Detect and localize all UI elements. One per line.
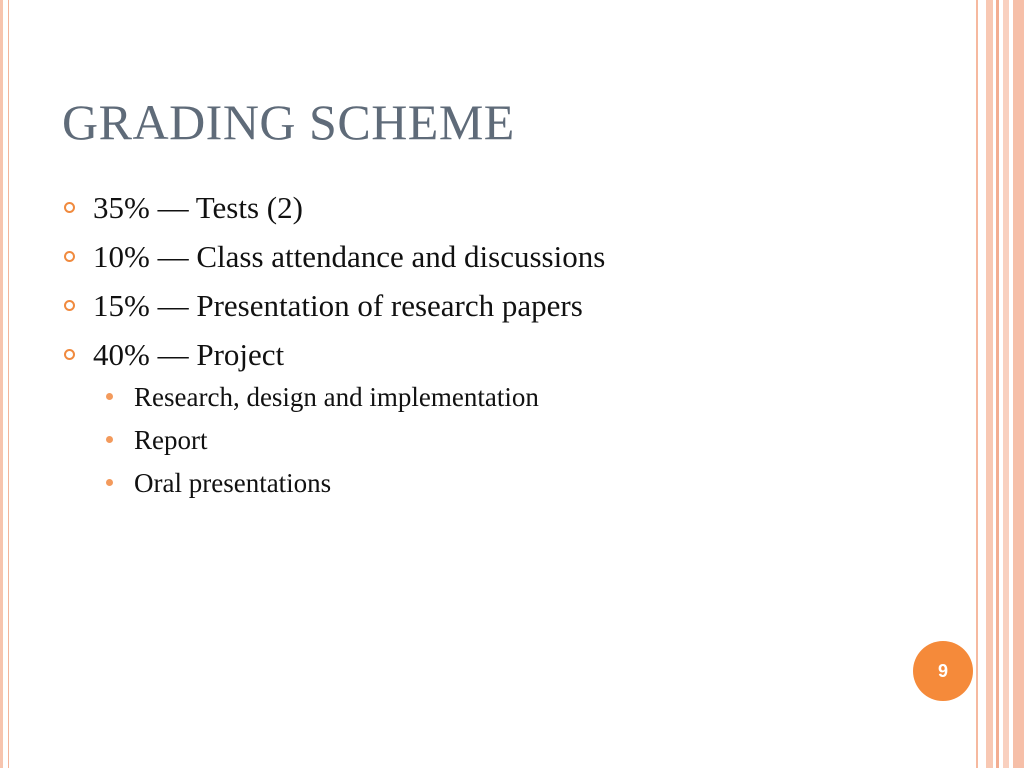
bullet-percent: 35% [93,190,150,225]
bullet-list [62,186,942,511]
bullet-dash: — [157,239,189,274]
bullet-dash: — [157,190,189,225]
page-number-badge: 9 [913,641,973,701]
sub-bullet-item-oral [62,468,942,511]
bullet-item-tests [62,186,942,235]
sub-bullet-item-report [62,425,942,468]
sub-bullet-text: Report [134,425,208,455]
bullet-text: Project [196,337,285,372]
dot-bullet-icon [106,479,113,486]
ring-bullet-icon [64,349,75,360]
right-border-stripe [986,0,993,768]
bullet-item-presentation [62,284,942,333]
right-border-stripe [1013,0,1024,768]
left-border-line [8,0,9,768]
slide-title: GRADING SCHEME [62,94,515,150]
dot-bullet-icon [106,393,113,400]
bullet-item-project [62,333,942,382]
bullet-text: Tests (2) [195,190,303,225]
bullet-text: Class attendance and discussions [196,239,606,274]
bullet-percent: 40% [93,337,150,372]
bullet-item-attendance [62,235,942,284]
left-border-decoration [0,0,3,768]
sub-bullet-text: Oral presentations [134,468,332,498]
bullet-dash: — [157,288,189,323]
sub-bullet-text: Research, design and implementation [134,382,539,412]
bullet-percent: 10% [93,239,150,274]
right-border-stripe [1003,0,1009,768]
ring-bullet-icon [64,202,75,213]
right-border-stripe [976,0,978,768]
bullet-dash: — [157,337,189,372]
sub-bullet-item-research [62,382,942,425]
ring-bullet-icon [64,300,75,311]
right-border-stripe [996,0,999,768]
ring-bullet-icon [64,251,75,262]
dot-bullet-icon [106,436,113,443]
bullet-percent: 15% [93,288,150,323]
bullet-text: Presentation of research papers [196,288,583,323]
